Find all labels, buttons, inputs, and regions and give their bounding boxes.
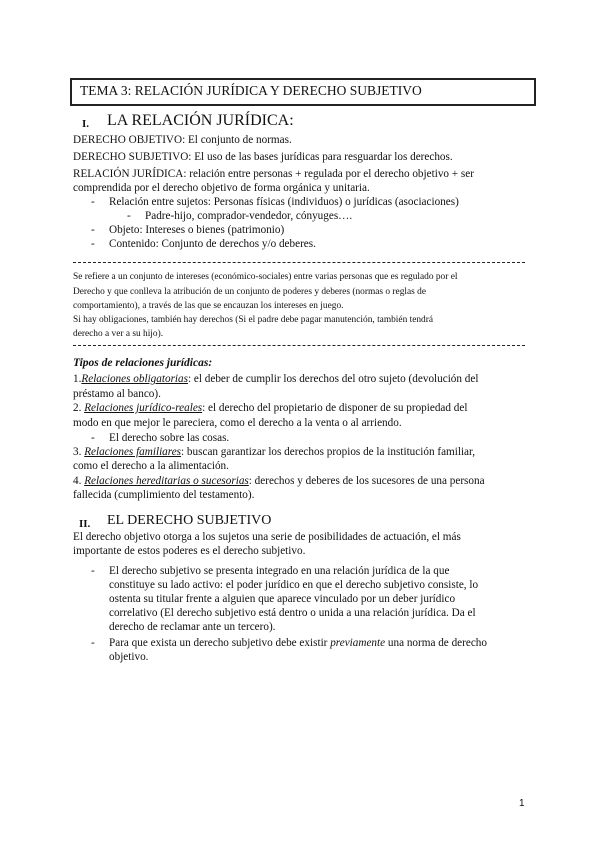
bullet-item: Contenido: Conjunto de derechos y/o deberes. xyxy=(109,238,316,250)
bullet-line: ostenta su titular frente a alguien que aparece vinculado por un deber jurídico xyxy=(109,593,456,605)
tipo-cont: fallecida (cumplimiento del testamento). xyxy=(73,489,255,501)
tipo-desc: : derechos y deberes de los sucesores de una persona xyxy=(248,475,485,487)
bullet-item: Padre-hijo, comprador-vendedor, cónyuges…. xyxy=(145,210,353,222)
note-line: comportamiento), a través de las que se encauzan los intereses en juego. xyxy=(73,301,344,311)
bullet-dash: - xyxy=(91,196,95,208)
bullet-line xyxy=(109,637,487,649)
bullet-line: derecho de reclamar ante un tercero). xyxy=(109,621,276,633)
tipo-number: 4. xyxy=(73,475,82,487)
note-line: Se refiere a un conjunto de intereses (económico-sociales) entre varias personas que es regulado por el xyxy=(73,272,458,282)
note-line: Derecho y que conlleva la atribución de un conjunto de poderes y deberes (normas o reglas de xyxy=(73,287,426,297)
intro-line: importante de estos poderes es el derecho subjetivo. xyxy=(73,545,306,557)
bullet-text: una norma de derecho xyxy=(385,637,487,649)
bullet-dash: - xyxy=(127,210,131,222)
bullet-line: El derecho subjetivo se presenta integrado en una relación jurídica de la que xyxy=(109,565,450,577)
section-2-heading: EL DERECHO SUBJETIVO xyxy=(107,513,272,528)
bullet-item: Relación entre sujetos: Personas físicas (individuos) o jurídicas (asociaciones) xyxy=(109,196,459,208)
tipo-cont: como el derecho a la alimentación. xyxy=(73,460,229,472)
tipo-desc: : el derecho del propietario de disponer de su propiedad del xyxy=(202,402,468,414)
tipo-cont: modo en que mejor le pareciera, como el derecho a la venta o al arriendo. xyxy=(73,417,402,429)
intro-line: El derecho objetivo otorga a los sujetos una serie de posibilidades de actuación, el más xyxy=(73,531,461,543)
tipo-item xyxy=(73,446,475,458)
bullet-line: objetivo. xyxy=(109,651,149,663)
tipo-desc: : el deber de cumplir los derechos del otro sujeto (devolución del xyxy=(187,373,479,385)
tipo-cont: préstamo al banco). xyxy=(73,388,161,400)
note-line: derecho a ver a su hijo). xyxy=(73,329,164,339)
tipo-name: Relaciones familiares xyxy=(84,446,182,458)
bullet-dash: - xyxy=(91,224,95,236)
bullet-line: correlativo (El derecho subjetivo está dentro o unida a una relación jurídica. Da el xyxy=(109,607,476,619)
definition-line: comprendida por el derecho objetivo de forma orgánica y unitaria. xyxy=(73,182,370,194)
section-1-heading: LA RELACIÓN JURÍDICA: xyxy=(107,112,294,129)
emphasis-text: previamente xyxy=(330,637,386,649)
bullet-line: constituye su lado activo: el poder jurídico en que el derecho subjetivo consiste, lo xyxy=(109,579,479,591)
bullet-dash: - xyxy=(91,637,95,649)
tipo-desc: : buscan garantizar los derechos propios de la institución familiar, xyxy=(181,446,476,458)
bullet-text: Para que exista un derecho subjetivo debe existir xyxy=(109,637,331,649)
tipo-item xyxy=(73,402,467,414)
bullet-dash: - xyxy=(91,238,95,250)
dashed-separator xyxy=(73,345,525,346)
tipos-heading: Tipos de relaciones jurídicas: xyxy=(73,357,213,369)
bullet-item: El derecho sobre las cosas. xyxy=(109,432,230,444)
tipo-name: Relaciones hereditarias o sucesorias xyxy=(84,475,249,487)
tipo-item xyxy=(73,475,485,487)
page-title: TEMA 3: RELACIÓN JURÍDICA Y DERECHO SUBJETIVO xyxy=(70,78,536,106)
note-line: Si hay obligaciones, también hay derechos (Si el padre debe pagar manutención, también tendrá xyxy=(73,315,434,325)
definition-line: RELACIÓN JURÍDICA: relación entre personas + regulada por el derecho objetivo + ser xyxy=(73,168,474,180)
dashed-separator xyxy=(73,262,525,263)
definition-line: DERECHO SUBJETIVO: El uso de las bases jurídicas para resguardar los derechos. xyxy=(73,151,453,163)
bullet-dash: - xyxy=(91,565,95,577)
tipo-number: 1. xyxy=(73,373,82,385)
tipo-name: Relaciones obligatorias xyxy=(81,373,188,385)
section-2-number: II. xyxy=(79,518,91,530)
bullet-dash: - xyxy=(91,432,95,444)
tipo-number: 3. xyxy=(73,446,82,458)
definition-line: DERECHO OBJETIVO: El conjunto de normas. xyxy=(73,134,292,146)
tipo-number: 2. xyxy=(73,402,82,414)
section-1-number: I. xyxy=(82,118,90,130)
bullet-item: Objeto: Intereses o bienes (patrimonio) xyxy=(109,224,285,236)
page-number: 1 xyxy=(519,798,525,809)
tipo-item xyxy=(73,373,478,385)
tipo-name: Relaciones jurídico-reales xyxy=(84,402,203,414)
